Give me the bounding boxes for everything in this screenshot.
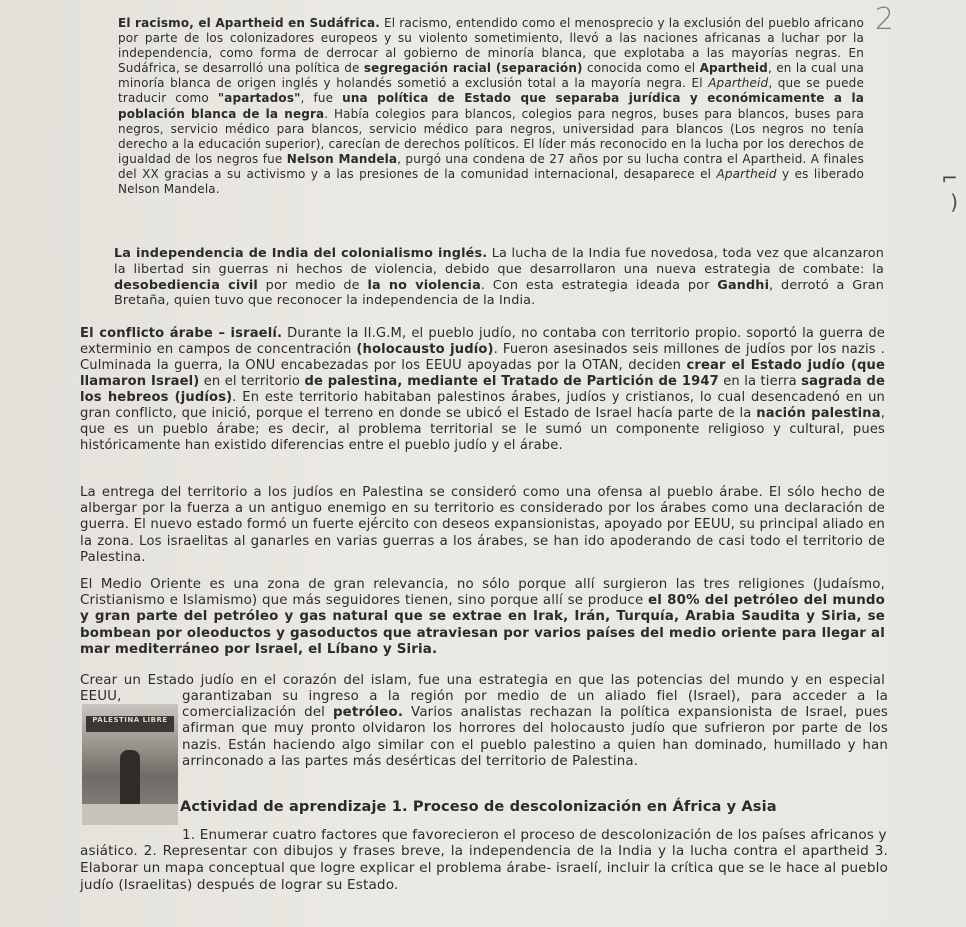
text: , purgó una condena de 27 años por su lucha contra el Apartheid. A finales del XX gracias a su activismo y a las presiones de la comunidad internacional, desaparece el — [118, 151, 864, 181]
text: , derrotó a Gran Bretaña, quien tuvo que reconocer la independencia de la India. — [114, 277, 884, 309]
italic-term: Apartheid — [708, 76, 769, 91]
text: en el territorio — [199, 374, 305, 389]
text: por medio de — [257, 277, 368, 293]
paragraph-india — [114, 246, 884, 309]
bold-term: una política de Estado que separaba jurídica y económicamente a la población blanca de la negra — [118, 91, 864, 121]
bold-term: crear el Estado judío (que llamaron Israel) — [80, 358, 885, 389]
text: en la tierra — [718, 374, 802, 389]
text: y es liberado Nelson Mandela. — [118, 166, 864, 197]
paragraph-apartheid — [118, 16, 864, 197]
palestine-photo — [82, 704, 178, 825]
paragraph-arab-israeli — [80, 326, 885, 454]
text: , que se puede traducir como — [118, 76, 864, 106]
bold-term: "apartados" — [217, 91, 301, 106]
activity-title: Actividad de aprendizaje 1. Proceso de descolonización en África y Asia — [180, 798, 777, 815]
margin-mark: ⌐ — [941, 166, 958, 190]
text: , fue — [300, 91, 343, 106]
bold-term: Gandhi — [717, 277, 770, 293]
heading-india: La independencia de India del colonialismo inglés. — [114, 246, 488, 261]
text: . Fueron asesinados seis millones de judíos por los nazis . Culminada la guerra, la ONU encabezadas por los EEUU apoyadas por la OTAN, deciden — [80, 342, 885, 373]
bold-term: Nelson Mandela — [286, 151, 398, 166]
bold-term: (holocausto judío) — [356, 342, 494, 357]
bold-term: Apartheid — [699, 61, 768, 76]
text: garantizaban su ingreso a la región por medio de un aliado fiel (Israel), para acceder a la comercialización del — [182, 689, 888, 721]
text: , en la cual una minoría blanca de origen inglés y holandés sometió a exclusión total a la mayoría negra. El — [118, 61, 865, 91]
paragraph-strategy-line: Crear un Estado judío en el corazón del islam, fue una estrategia en que las potencias del mundo y en especial EEUU, — [80, 673, 885, 705]
text: . Con esta estrategia ideada por — [480, 277, 718, 293]
bold-term: nación palestina — [756, 406, 881, 421]
paragraph-middle-east — [80, 577, 885, 658]
bold-term: de palestina, mediante el Tratado de Partición de 1947 — [304, 374, 719, 389]
heading-arab-israeli: El conflicto árabe – israelí. — [80, 326, 283, 341]
page-number: 2 — [874, 2, 894, 37]
margin-mark: ) — [950, 190, 958, 214]
bold-term: petróleo. — [332, 705, 404, 721]
paragraph-strategy — [182, 689, 888, 770]
bold-term: sagrada de los hebreos (judíos) — [80, 374, 885, 405]
text: Varios analistas rechazan la política expansionista de Israel, pues afirman que muy pronto olvidaron los horrores del holocausto judío que sufrieron por parte de los nazis. Están haciendo algo similar con el pueblo palestino a quien han dominado, humillado y han arrinconado a las partes más desérticas del territorio de Palestina. — [182, 705, 888, 769]
heading-apartheid: El racismo, el Apartheid en Sudáfrica. — [118, 16, 380, 30]
text: , que es un pueblo árabe; es decir, al problema territorial se le sumó un componente religioso y cultural, pues históricamente han existido diferencias entre el pueblo judío y el árabe. — [80, 406, 886, 453]
text: El racismo, entendido como el menosprecio y la exclusión del pueblo africano por parte de los colonizadores europeos y su violento sometimiento, llevó a las naciones africanas a luchar por la independencia, como forma de derrocar al gobierno de minoría blanca, que explotaba a las mayorías negras. En Sudáfrica, se desarrolló una política de — [118, 16, 864, 76]
bold-term: la no violencia — [367, 277, 481, 293]
bold-term: el 80% del petróleo del mundo y gran parte del petróleo y gas natural que se extrae en Irak, Irán, Turquía, Arabia Saudita y Siria, se bombean por oleoductos y gasoductos que atraviesan por varios países del medio oriente para llegar al mar mediterráneo por Israel, el Líbano y Siria. — [80, 593, 885, 657]
text: conocida como el — [582, 61, 700, 76]
photo-banner: PALESTINA LIBRE — [86, 716, 174, 732]
bold-term: desobediencia civil — [114, 277, 258, 293]
text: . En este territorio habitaban palestinos árabes, judíos y cristianos, lo cual desencadenó en un gran conflicto, que inició, porque el terreno en donde se ubicó el Estado de Israel hacía parte de la — [80, 390, 885, 421]
bold-term: segregación racial (separación) — [363, 61, 583, 76]
activity-item-1: 1. Enumerar cuatro factores que favorecieron el proceso de descolonización de los países africanos y — [182, 827, 887, 843]
text: El Medio Oriente es una zona de gran relevancia, no sólo porque allí surgieron las tres religiones (Judaísmo, Cristianismo e Islamismo) que más seguidores tienen, sino porque allí se produce — [80, 577, 885, 609]
paragraph-territory: La entrega del territorio a los judíos en Palestina se consideró como una ofensa al pueblo árabe. El sólo hecho de albergar por la fuerza a un antiguo enemigo en su territorio es considerado por los árabes como una declaración de guerra. El nuevo estado formó un fuerte ejército con deseos expansionistas, apoyado por EEUU, su principal aliado en la zona. Los israelitas al ganarles en varias guerras a los árabes, se han ido apoderando de casi todo el territorio de Palestina. — [80, 485, 885, 565]
photo-wall — [82, 804, 178, 825]
text: La lucha de la India fue novedosa, toda vez que alcanzaron la libertad sin guerras ni hechos de violencia, debido que desarrollaron una nueva estrategia de combate: la — [114, 246, 884, 277]
text: . Había colegios para blancos, colegios para negros, buses para blancos, buses para negros, servicio médico para blancos, servicio médico para negros, universidad para blancos (Los negros no tenía derecho a la educación superior), carecían de derechos políticos. El líder más reconocido en la lucha por los derechos de igualdad de los negros fue — [118, 106, 865, 166]
activity-items: asiático. 2. Representar con dibujos y frases breve, la independencia de la India y la lucha contra el apartheid 3. Elaborar un mapa conceptual que logre explicar el problema árabe- israelí, incluir la crítica que se le hace al pueblo judío (Israelitas) después de lograr su Estado. — [80, 843, 888, 893]
text: Durante la II.G.M, el pueblo judío, no contaba con territorio propio. soportó la guerra de exterminio en campos de concentración — [80, 326, 885, 357]
italic-term: Apartheid — [716, 166, 777, 181]
